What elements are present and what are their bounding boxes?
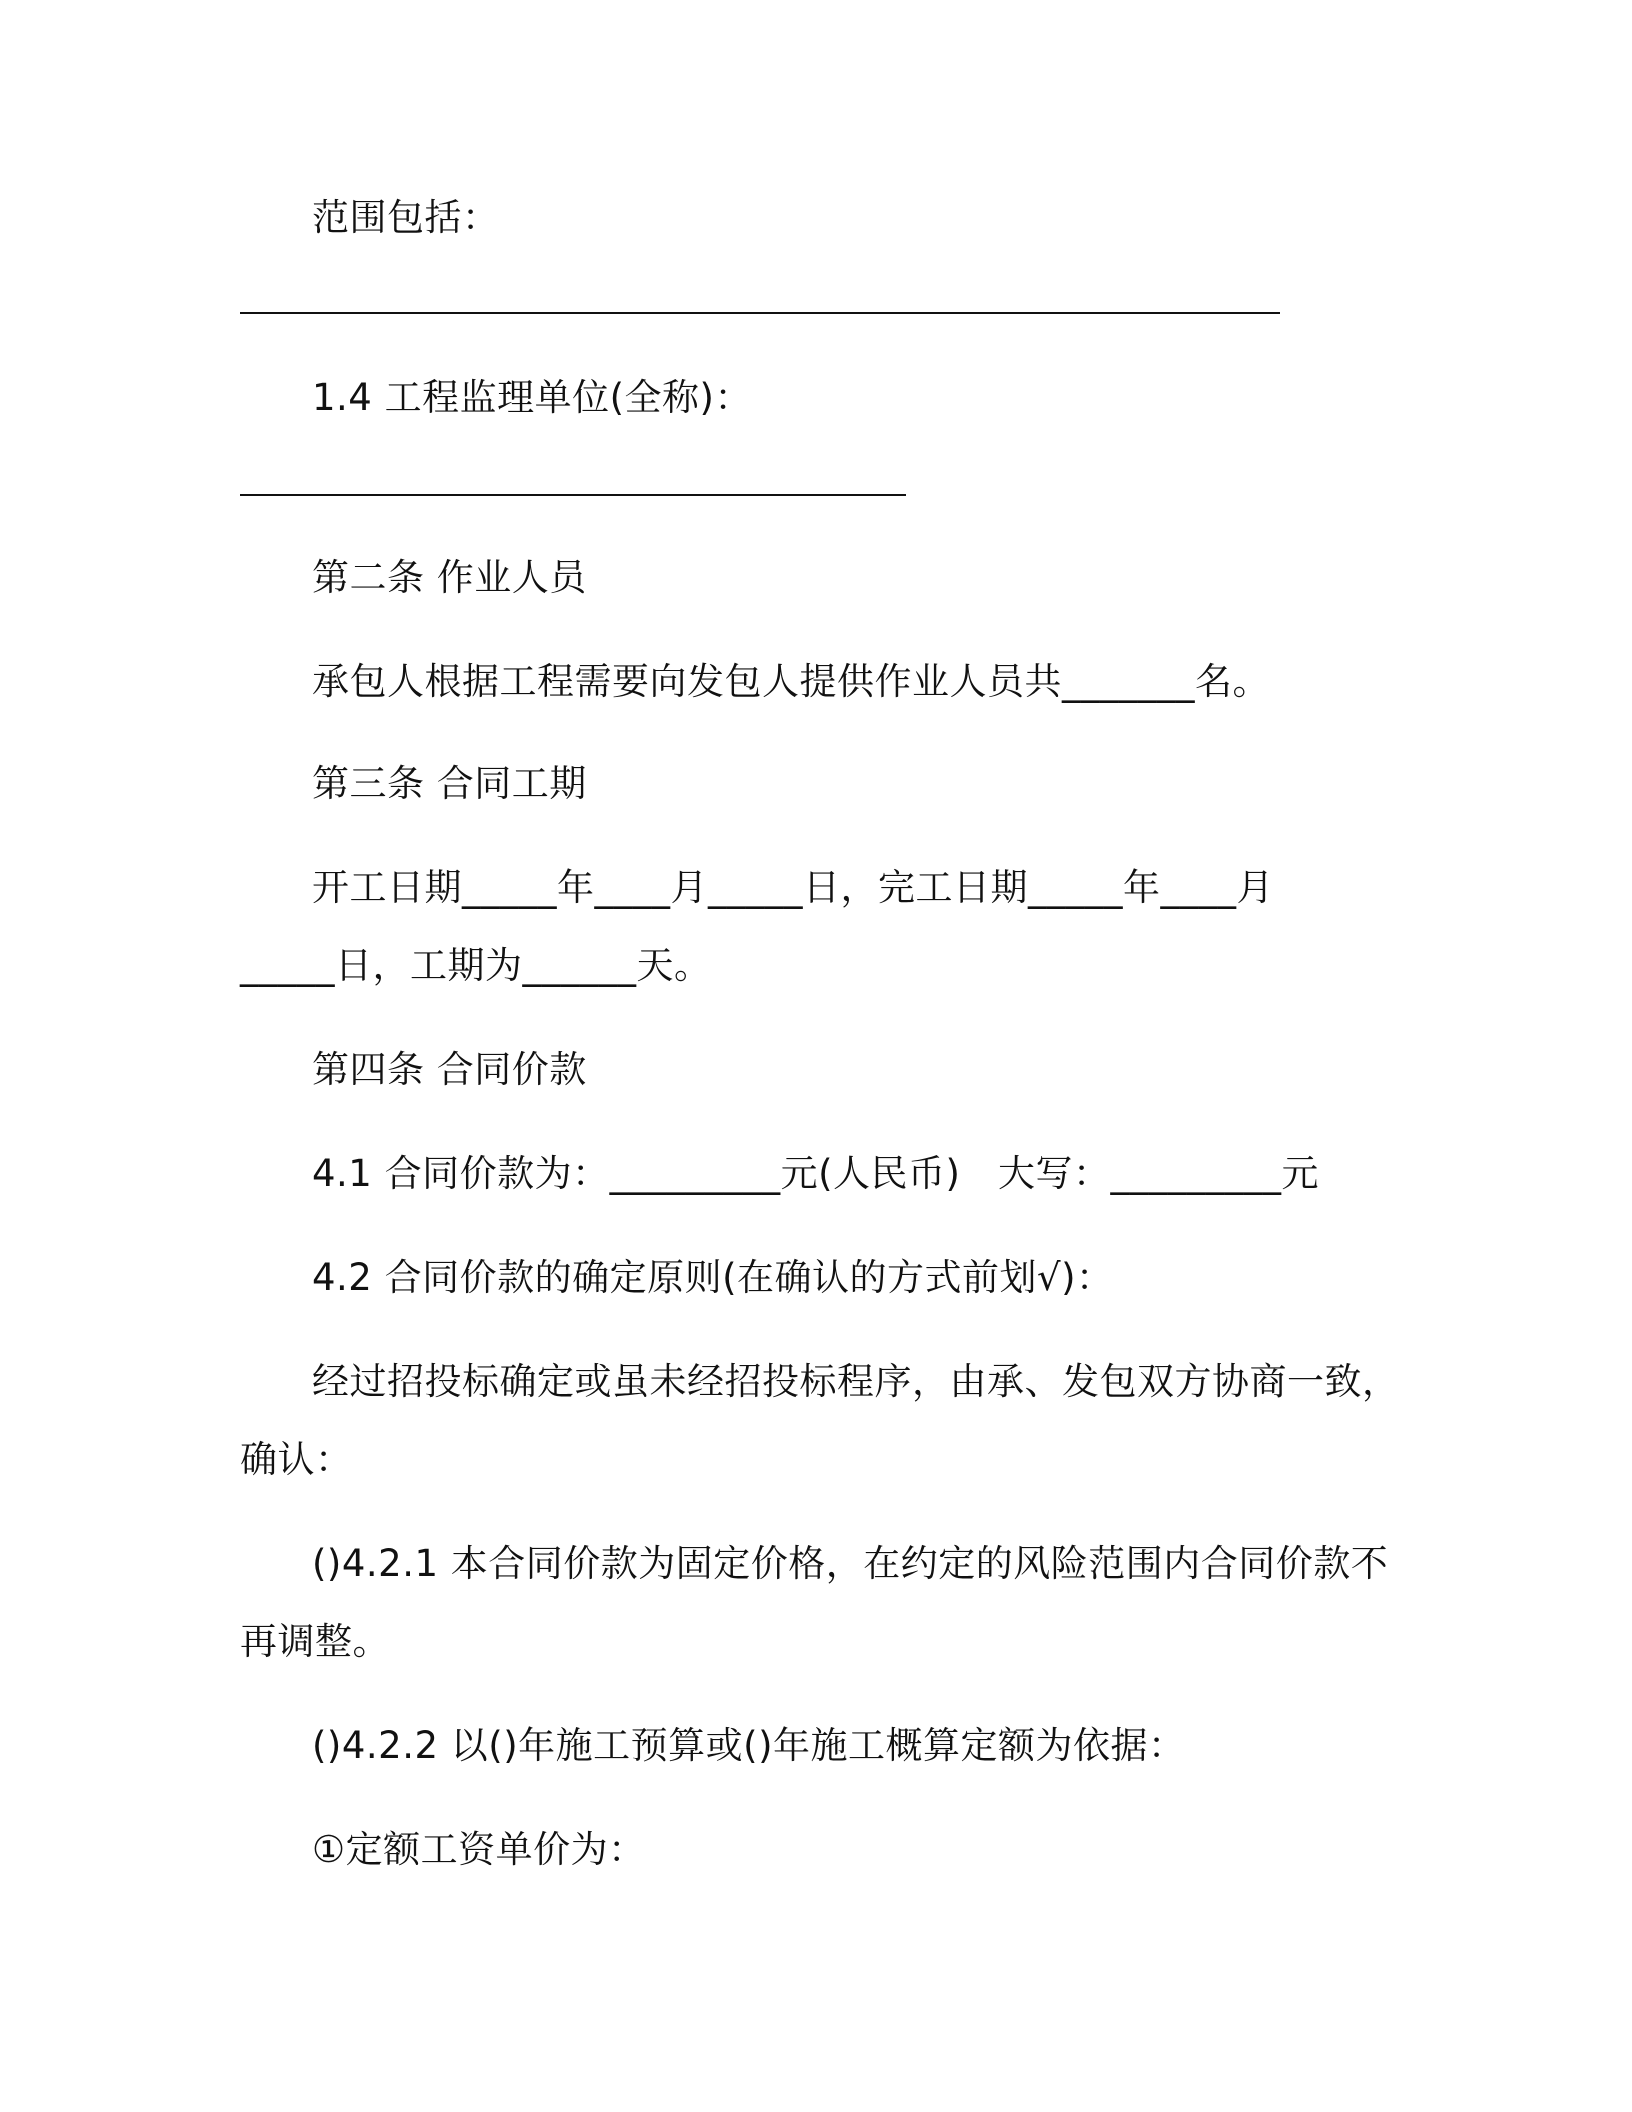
supervisor-label: 1.4 工程监理单位(全称)： — [312, 376, 752, 419]
schedule-text-line-1: 开工日期_____年____月_____日，完工日期_____年____月 — [312, 866, 1274, 909]
clause-4-2-2: ()4.2.2 以()年施工预算或()年施工概算定额为依据： — [312, 1724, 1186, 1767]
clause-4-2: 4.2 合同价款的确定原则(在确认的方式前划√)： — [312, 1256, 1114, 1299]
schedule-text-line-2: _____日，工期为______天。 — [240, 944, 712, 987]
article-2-heading: 第二条 作业人员 — [312, 556, 587, 599]
wage-unit-price-item: ①定额工资单价为： — [312, 1828, 646, 1871]
clause-4-2-1-line-2: 再调整。 — [240, 1620, 390, 1663]
scope-blank-rule — [240, 312, 1280, 314]
article-4-heading: 第四条 合同价款 — [312, 1048, 587, 1091]
article-3-heading: 第三条 合同工期 — [312, 762, 587, 805]
clause-4-2-1-line-1: ()4.2.1 本合同价款为固定价格，在约定的风险范围内合同价款不 — [312, 1542, 1389, 1585]
tender-paragraph-line-1: 经过招投标确定或虽未经招投标程序，由承、发包双方协商一致， — [312, 1360, 1400, 1403]
clause-4-1: 4.1 合同价款为：_________元(人民币) 大写：_________元 — [312, 1152, 1319, 1195]
article-2-text: 承包人根据工程需要向发包人提供作业人员共_______名。 — [312, 660, 1270, 703]
tender-paragraph-line-2: 确认： — [240, 1438, 353, 1481]
scope-label: 范围包括： — [312, 196, 500, 239]
supervisor-blank-rule — [240, 494, 906, 496]
